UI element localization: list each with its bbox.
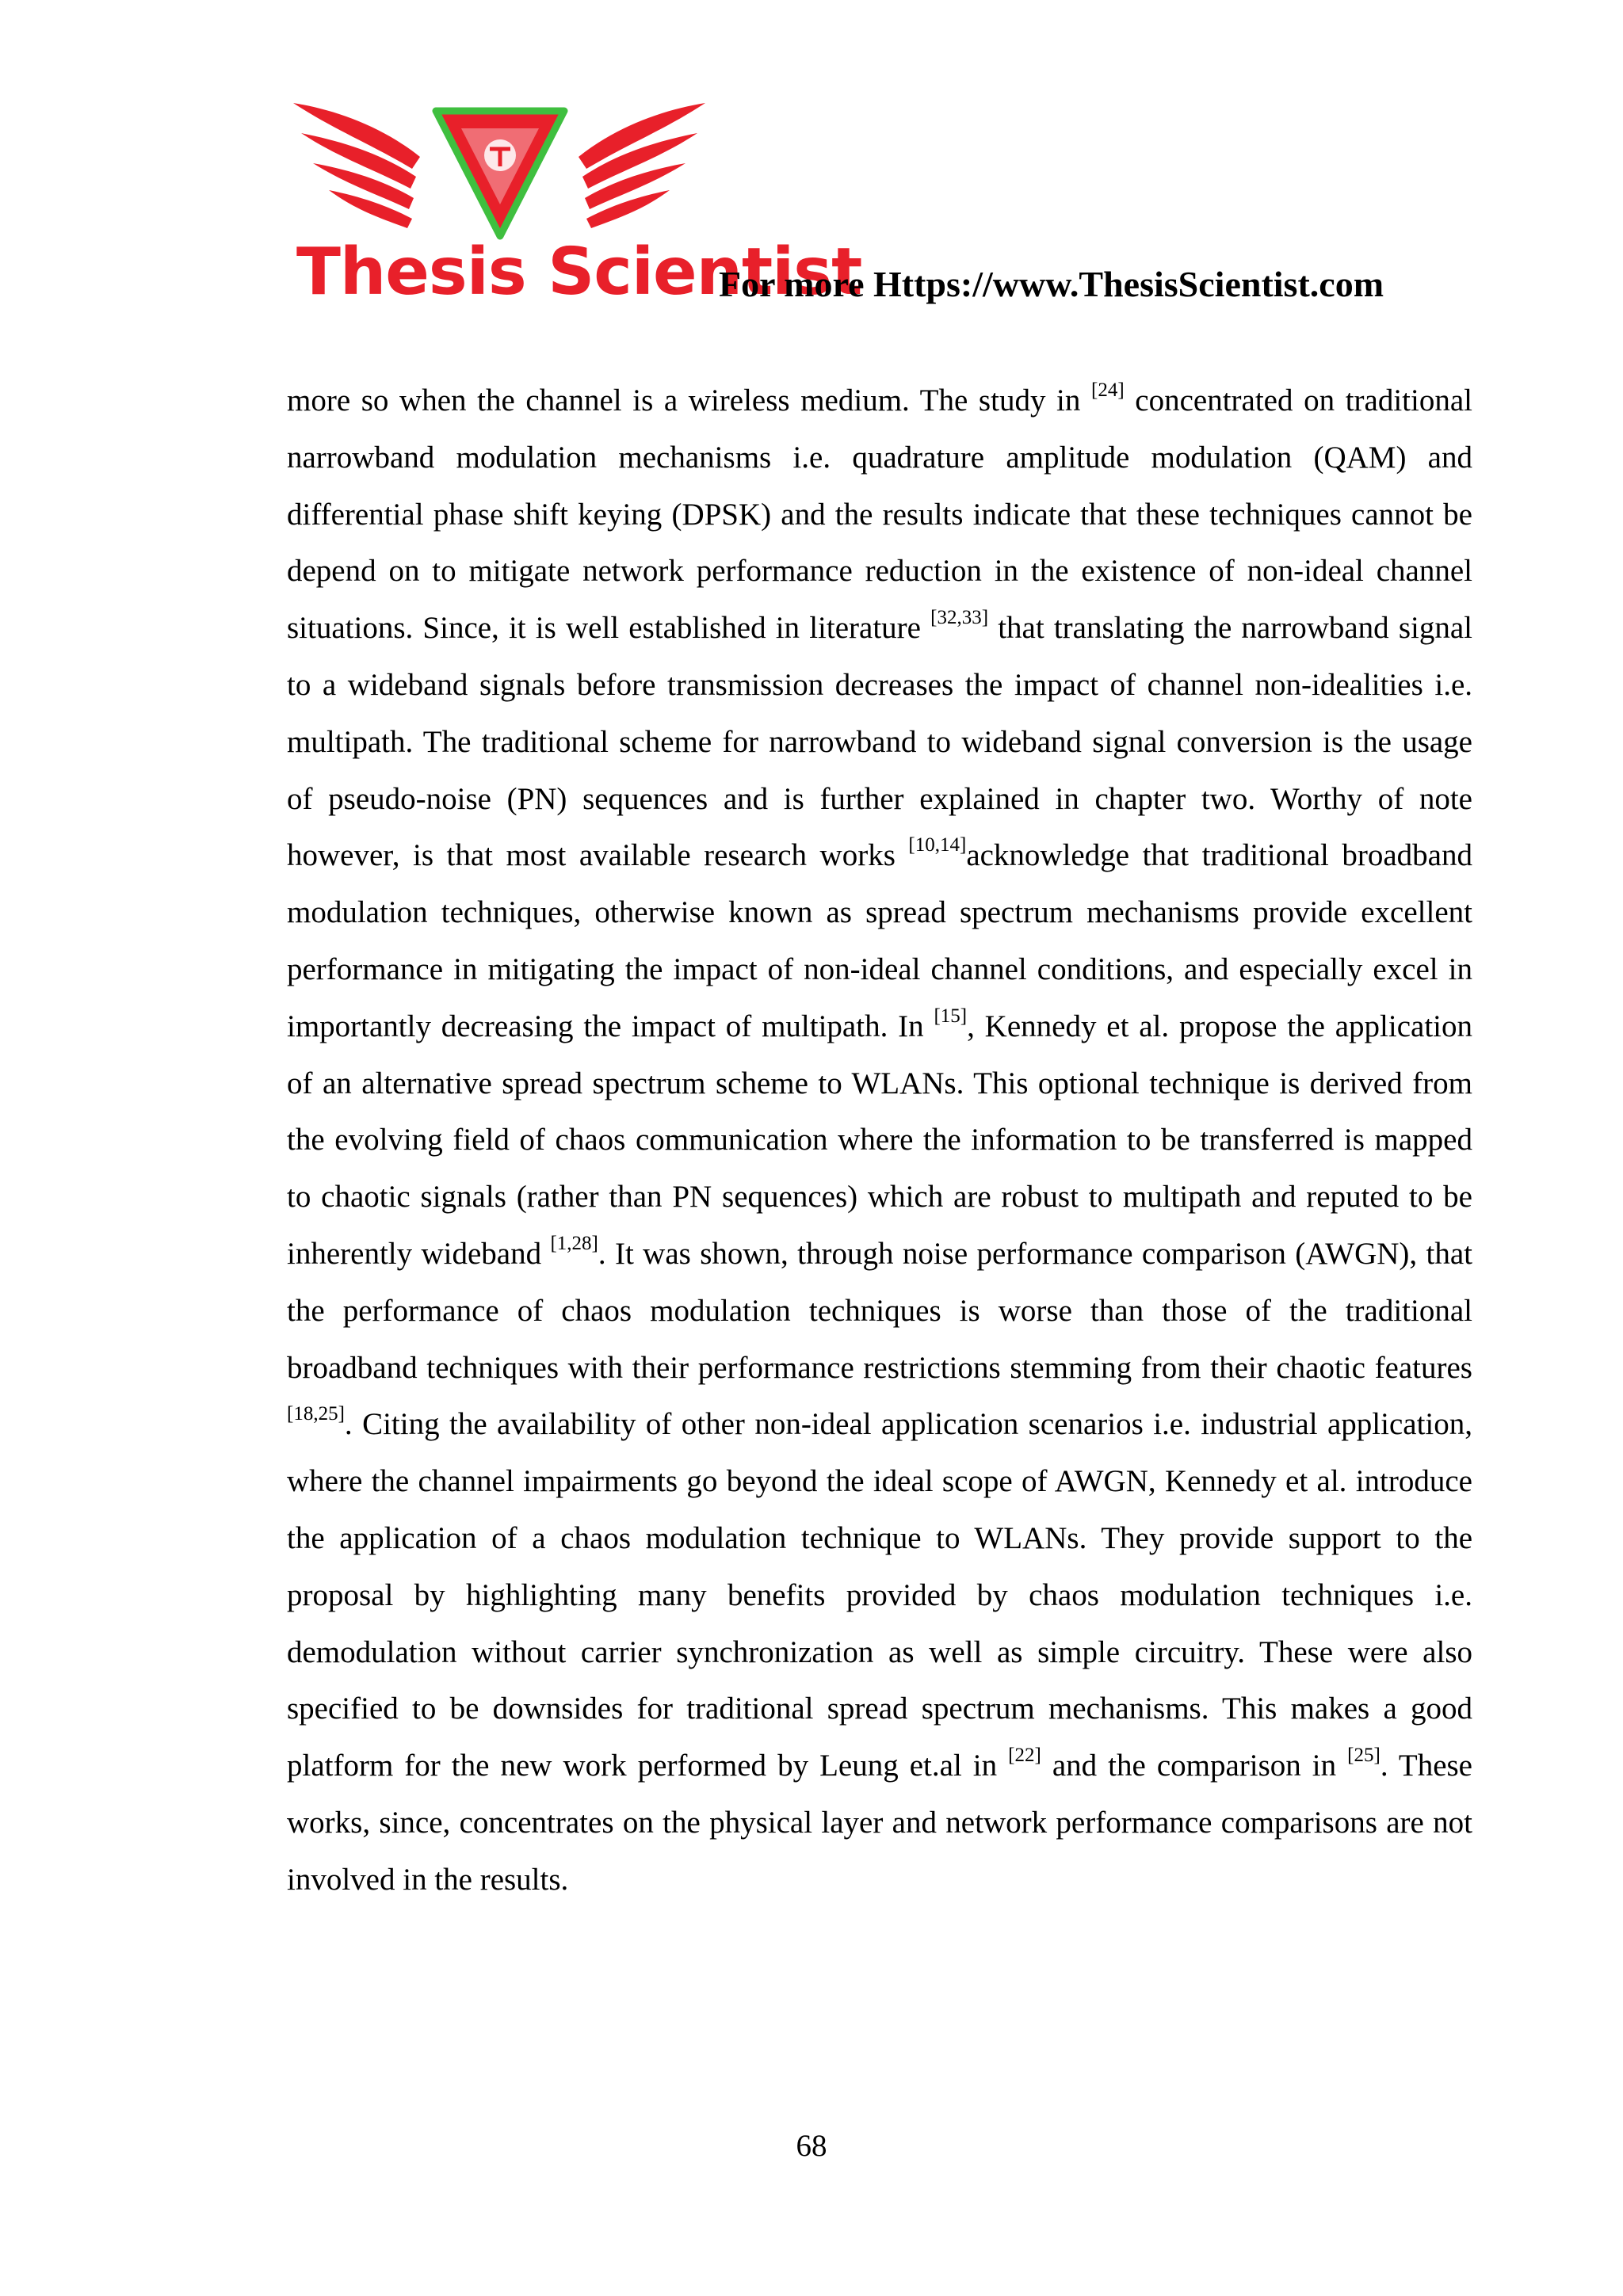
page-number: 68 (796, 2129, 827, 2163)
text-segment: . These works, since, concentrates on the physical layer and network performance comparisons are not involved in the results. (287, 1749, 1472, 1897)
citation-reference: [15] (934, 1005, 968, 1027)
body-paragraph (287, 372, 1472, 1909)
text-segment: more so when the channel is a wireless medium. The study in (287, 383, 1091, 418)
page-header (285, 93, 1474, 323)
winged-triangle-logo-icon (285, 93, 713, 244)
text-segment: . Citing the availability of other non-ideal application scenarios i.e. industrial application, where the channel impairments go beyond the ideal scope of AWGN, Kennedy et al. introduce the application of a chaos modulation technique to WLANs. They provide support to the proposal by highlighting many benefits provided by chaos modulation techniques i.e. demodulation without carrier synchronization as well as simple circuitry. These were also specified to be downsides for traditional spread spectrum mechanisms. This makes a good platform for the new work performed by Leung et.al in (287, 1407, 1472, 1783)
citation-reference: [1,28] (550, 1232, 598, 1254)
text-segment: that translating the narrowband signal to a wideband signals before transmission decreases the impact of channel non-idealities i.e. multipath. The traditional scheme for narrowband to wideband signal conversion is the usage of pseudo-noise (PN) sequences and is further explained in chapter two. Worthy of note however, is that most available research works (287, 611, 1472, 873)
thesis-scientist-logo (285, 93, 862, 323)
text-segment: acknowledge that traditional broadband modulation techniques, otherwise known as spread spectrum mechanisms provide excellent performance in mitigating the impact of non-ideal channel conditions, and especially excel in importantly decreasing the impact of multipath. In (287, 838, 1472, 1043)
citation-reference: [24] (1091, 379, 1125, 401)
citation-reference: [32,33] (930, 607, 989, 629)
text-segment: and the comparison in (1041, 1749, 1348, 1783)
citation-reference: [18,25] (287, 1403, 345, 1425)
logo-wordmark: Thesis Scientist (296, 235, 862, 310)
text-segment: . It was shown, through noise performance comparison (AWGN), that the performance of chaos modulation techniques is worse than those of the traditional broadband techniques with their performance restrictions stemming from their chaotic features (287, 1236, 1473, 1385)
citation-reference: [10,14] (908, 834, 967, 856)
citation-reference: [22] (1008, 1745, 1041, 1767)
paragraph-text (287, 372, 1472, 1909)
text-segment: , Kennedy et al. propose the application of an alternative spread spectrum scheme to WLANs. This optional technique is derived from the evolving field of chaos communication where the information to be transferred is mapped to chaotic signals (rather than PN sequences) which are robust to multipath and reputed to be inherently wideband (287, 1009, 1473, 1271)
header-website-link[interactable]: For more Https://www.ThesisScientist.com (719, 264, 1384, 304)
citation-reference: [25] (1347, 1745, 1381, 1767)
text-segment: concentrated on traditional narrowband modulation mechanisms i.e. quadrature amplitude modulation (QAM) and differential phase shift keying (DPSK) and the results indicate that these techniques cannot be depend on to mitigate network performance reduction in the existence of non-ideal channel situations. Since, it is well established in literature (287, 383, 1472, 646)
